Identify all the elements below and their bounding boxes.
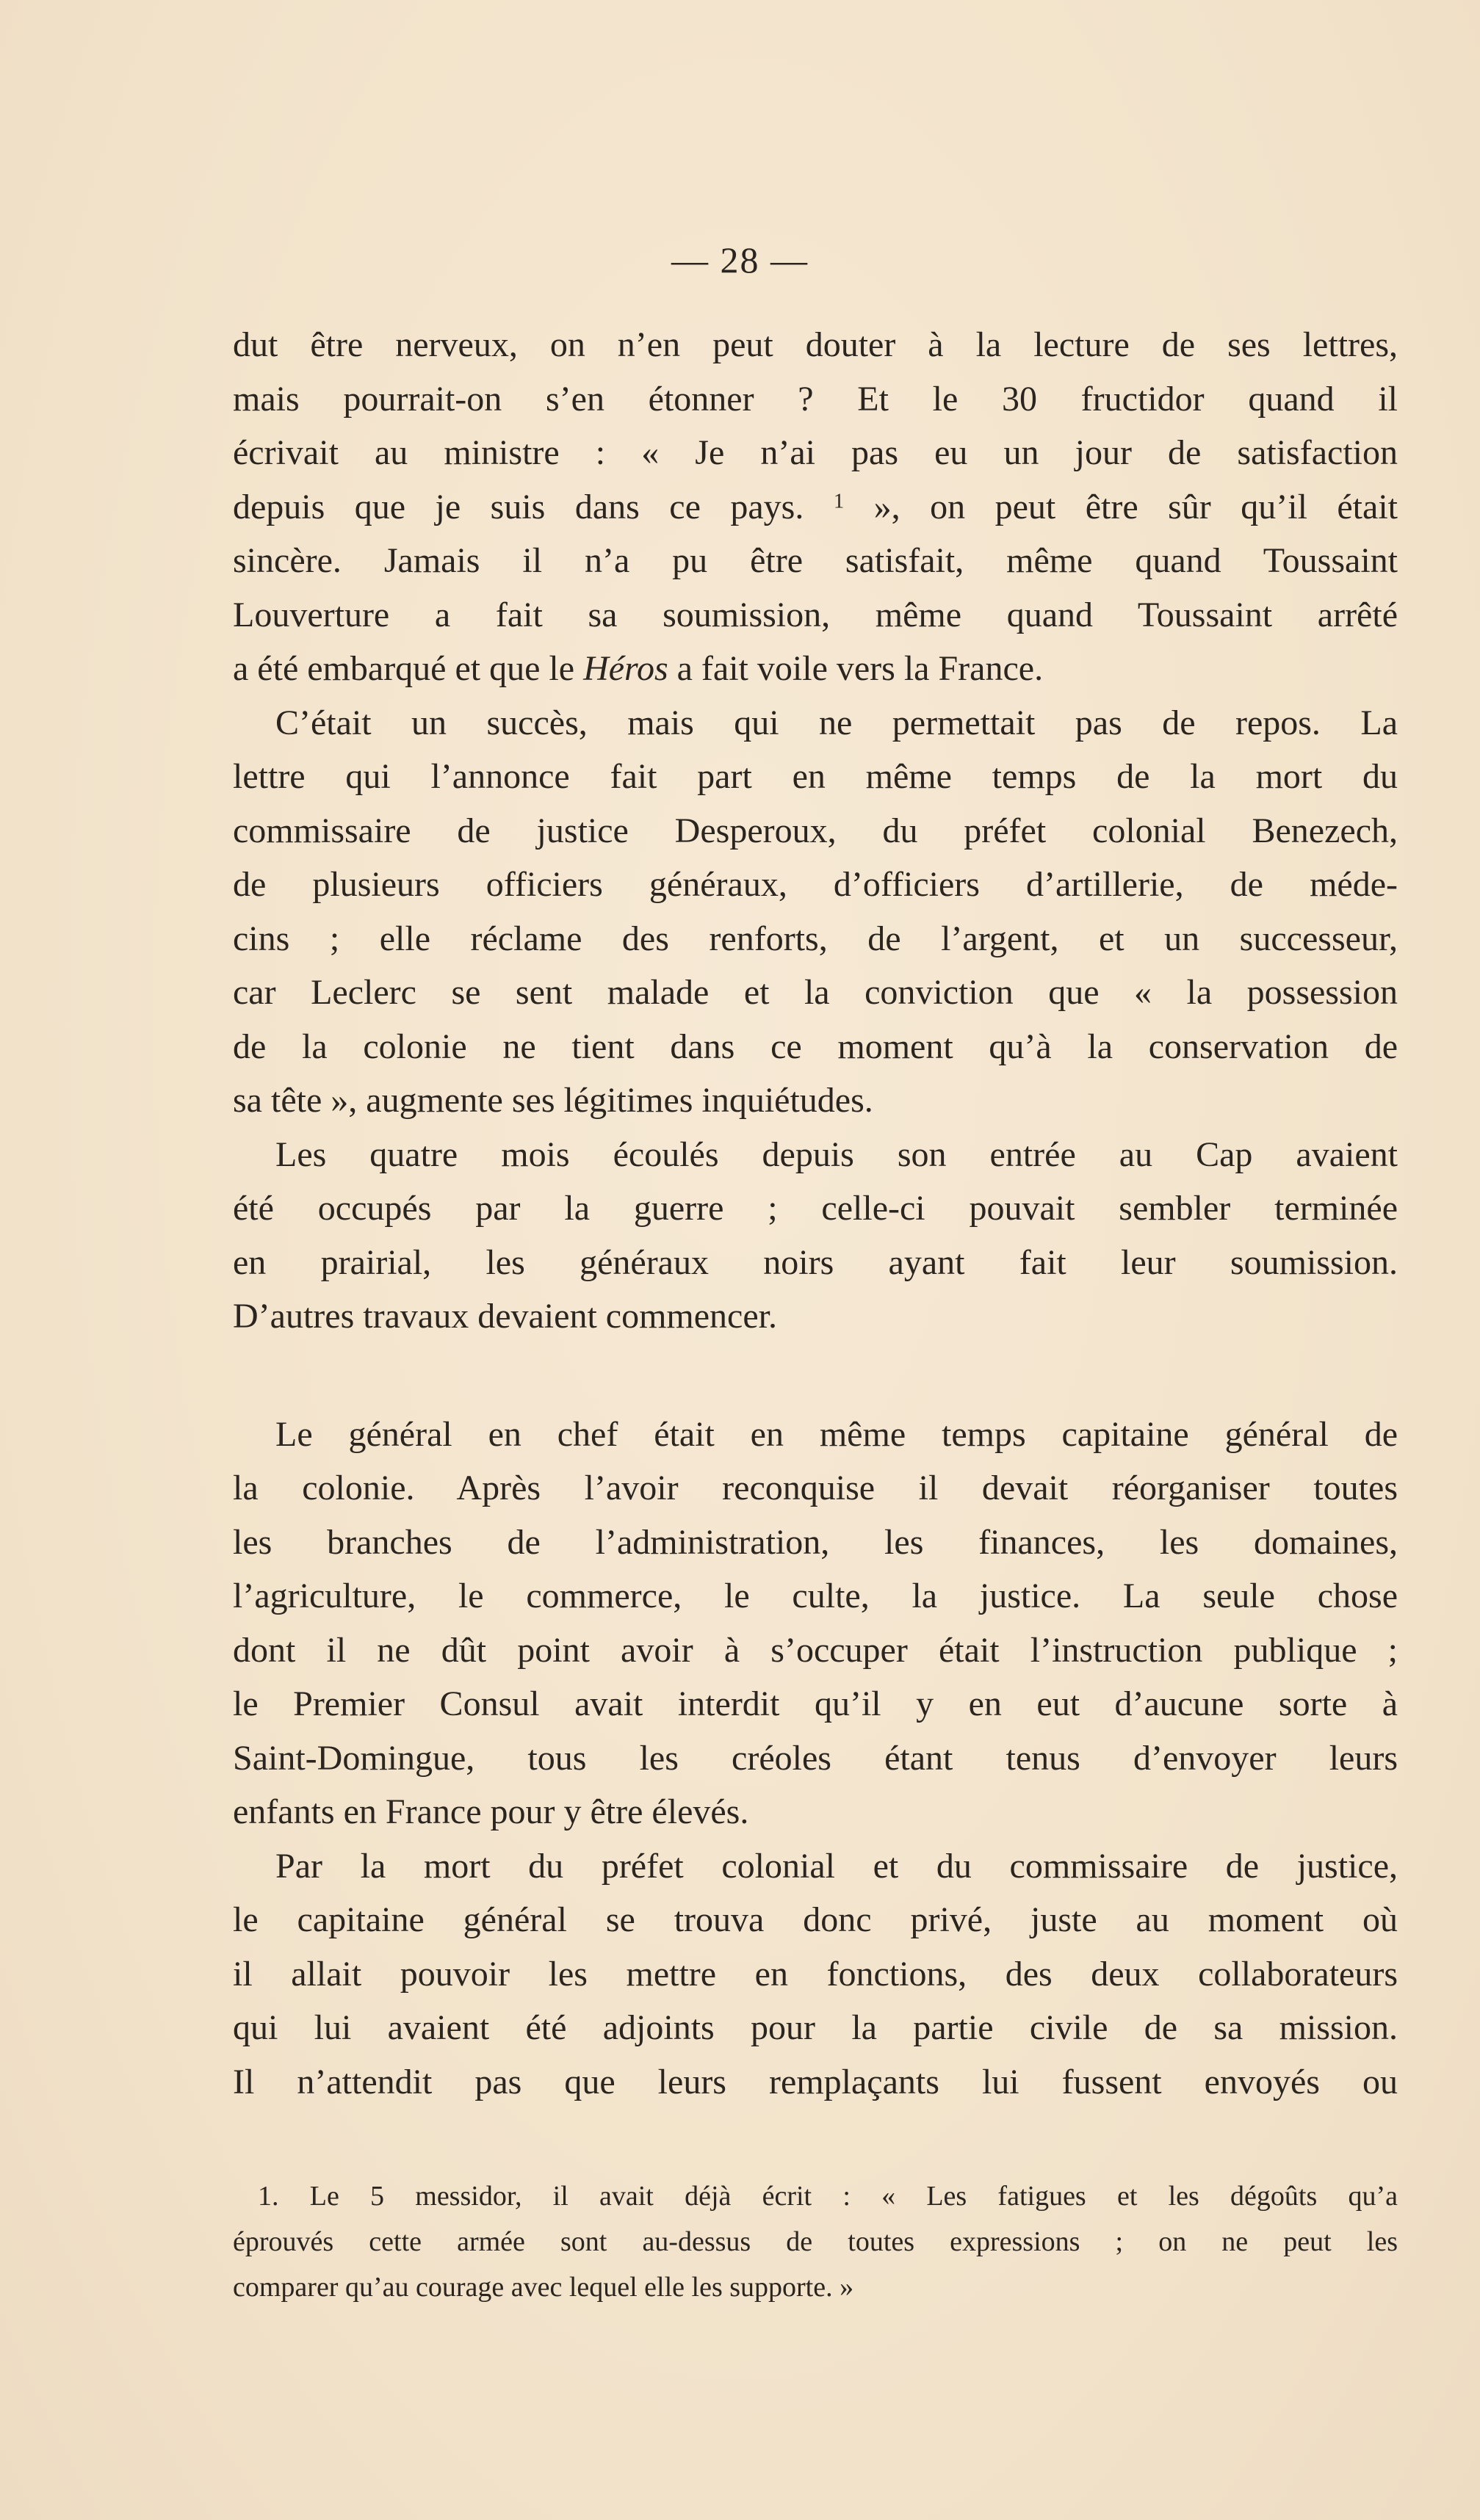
text-line: le capitaine général se trouva donc privé, juste au moment où: [233, 1900, 1398, 1939]
text-line: dont il ne dût point avoir à s’occuper était l’instruction publique ;: [233, 1630, 1398, 1670]
text-line: été occupés par la guerre ; celle-ci pouvait sembler terminée: [233, 1189, 1398, 1228]
text-line: 1. Le 5 messidor, il avait déjà écrit : « Les fatigues et les dégoûts qu’a: [258, 2181, 1398, 2212]
italic-text: Héros: [583, 649, 668, 688]
main-text: [233, 318, 1398, 2109]
footnote-reference[interactable]: 1: [833, 489, 845, 513]
text-line: cins ; elle réclame des renforts, de l’argent, et un successeur,: [233, 919, 1398, 958]
text-line: qui lui avaient été adjoints pour la partie civile de sa mission.: [233, 2008, 1398, 2047]
text-span: », on peut être sûr qu’il était: [844, 487, 1398, 526]
text-line: l’agriculture, le commerce, le culte, la justice. La seule chose: [233, 1576, 1398, 1615]
text-span: depuis que je suis dans ce pays.: [233, 487, 834, 526]
text-line: sa tête », augmente ses légitimes inquiétudes.: [233, 1081, 873, 1120]
text-line: le Premier Consul avait interdit qu’il y en eut d’aucune sorte à: [233, 1684, 1398, 1723]
text-line: il allait pouvoir les mettre en fonctions, des deux collaborateurs: [233, 1954, 1398, 1994]
text-line: Les quatre mois écoulés depuis son entrée au Cap avaient: [275, 1134, 1398, 1174]
paragraph: [233, 1839, 1398, 2110]
paragraph: [233, 1128, 1398, 1344]
text-line: mais pourrait-on s’en étonner ? Et le 30 fructidor quand il: [233, 379, 1398, 419]
text-line: de la colonie ne tient dans ce moment qu’à la conservation de: [233, 1027, 1398, 1066]
text-line: car Leclerc se sent malade et la conviction que « la possession: [233, 973, 1398, 1012]
text-line: commissaire de justice Desperoux, du préfet colonial Benezech,: [233, 811, 1398, 850]
text-line: Le général en chef était en même temps capitaine général de: [275, 1414, 1398, 1454]
text-line: éprouvés cette armée sont au-dessus de toutes expressions ; on ne peut les: [233, 2226, 1398, 2257]
paragraph: [233, 318, 1398, 696]
text-line: enfants en France pour y être élevés.: [233, 1792, 749, 1831]
paragraph: [233, 696, 1398, 1128]
page-number: — 28 —: [671, 239, 809, 280]
text-line: Saint-Domingue, tous les créoles étant tenus d’envoyer leurs: [233, 1738, 1398, 1778]
footnote: [233, 2173, 1398, 2310]
text-line: sincère. Jamais il n’a pu être satisfait, même quand Toussaint: [233, 541, 1398, 580]
text-line: de plusieurs officiers généraux, d’officiers d’artillerie, de méde-: [233, 865, 1398, 904]
text-line: Il n’attendit pas que leurs remplaçants lui fussent envoyés ou: [233, 2062, 1398, 2101]
text-line: Louverture a fait sa soumission, même quand Toussaint arrêté: [233, 595, 1398, 634]
text-line: en prairial, les généraux noirs ayant fait leur soumission.: [233, 1242, 1398, 1282]
text-span: a fait voile vers la France.: [668, 649, 1044, 688]
text-line: [233, 480, 1398, 535]
text-line: dut être nerveux, on n’en peut douter à la lecture de ses lettres,: [233, 325, 1398, 364]
text-line: écrivait au ministre : « Je n’ai pas eu un jour de satisfaction: [233, 433, 1398, 472]
section-break: [233, 1344, 1398, 1408]
text-line: C’était un succès, mais qui ne permettait pas de repos. La: [275, 703, 1398, 742]
text-span: a été embarqué et que le: [233, 649, 584, 688]
text-line: les branches de l’administration, les finances, les domaines,: [233, 1522, 1398, 1562]
text-line: [233, 642, 1398, 696]
text-line: comparer qu’au courage avec lequel elle les supporte. »: [233, 2272, 854, 2303]
text-line: lettre qui l’annonce fait part en même temps de la mort du: [233, 757, 1398, 796]
text-line: D’autres travaux devaient commencer.: [233, 1297, 777, 1336]
text-line: la colonie. Après l’avoir reconquise il devait réorganiser toutes: [233, 1469, 1398, 1507]
footnotes: [233, 2173, 1398, 2310]
text-line: Par la mort du préfet colonial et du commissaire de justice,: [275, 1846, 1398, 1886]
paragraph: [233, 1408, 1398, 1839]
